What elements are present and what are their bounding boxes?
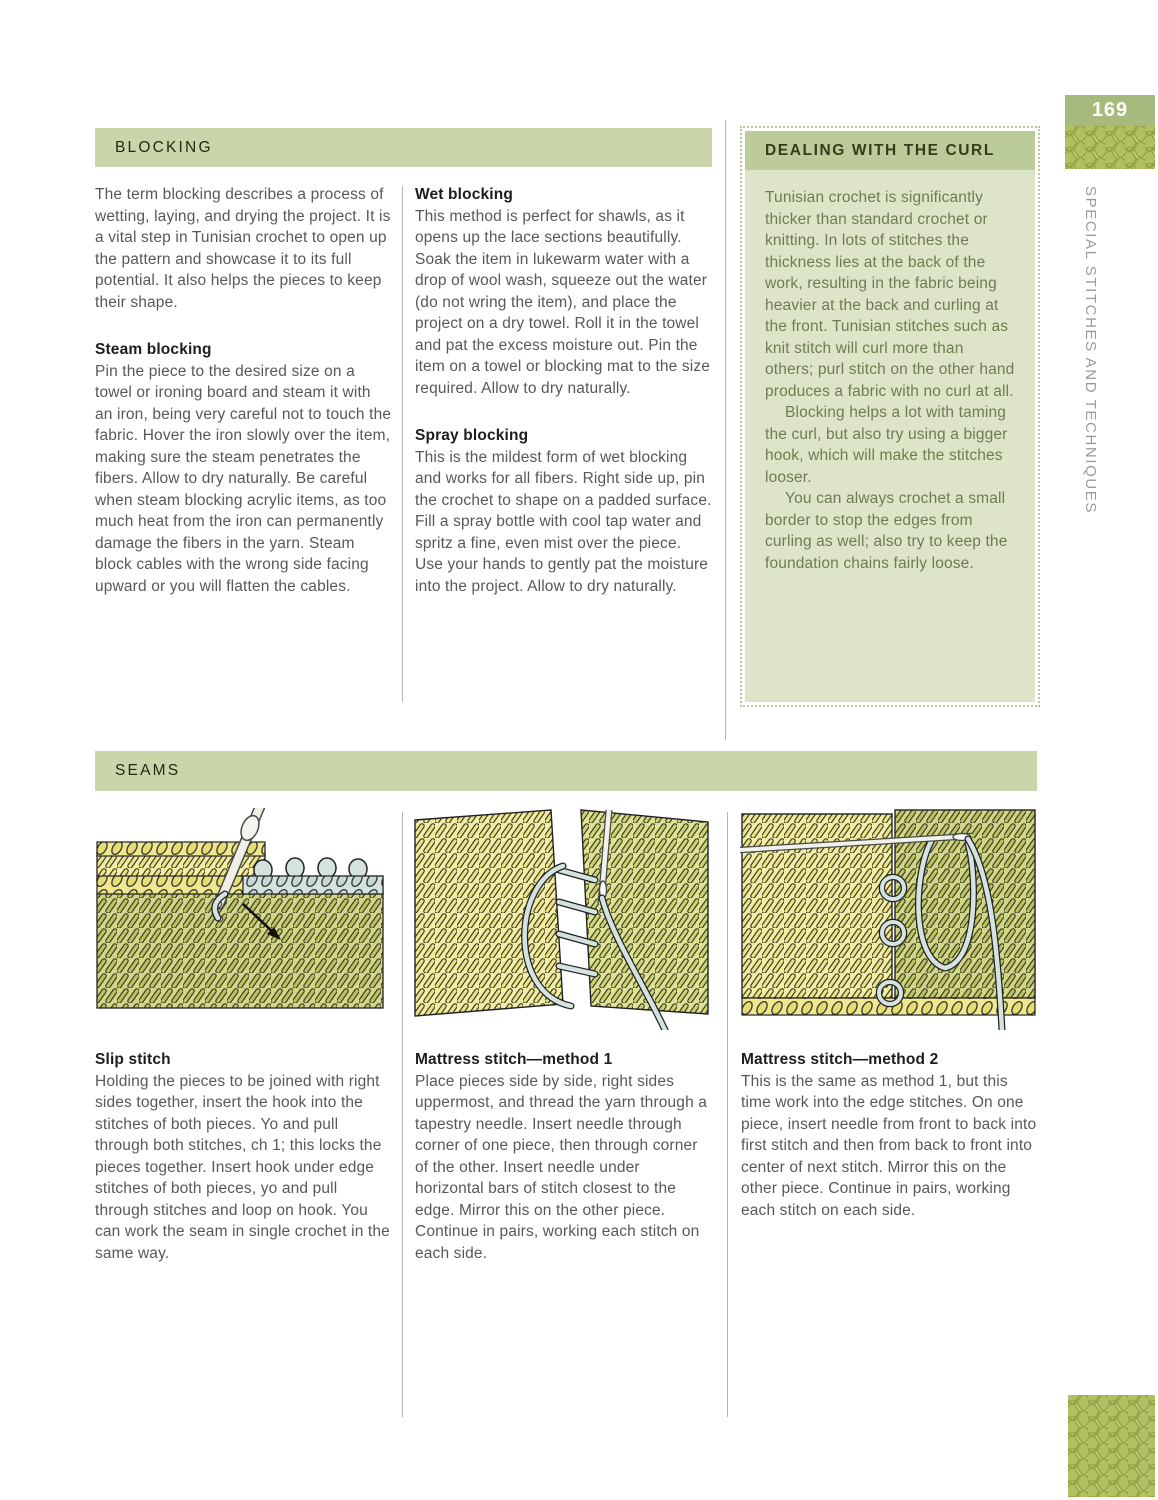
mattress-stitch-1-illustration [413,808,710,1030]
mattress-1-heading: Mattress stitch—method 1 [415,1051,613,1068]
steam-blocking-heading: Steam blocking [95,341,212,358]
slip-stitch-illustration [95,808,385,1030]
spacer [95,313,392,339]
blocking-column-2 [415,184,712,597]
blocking-intro: The term blocking describes a process of wetting, laying, and drying the project. It is a vital step in Tunisian crochet to open up the pattern and showcase it to its full potential. It also helps the pieces to keep their shape. [95,186,391,311]
steam-blocking-body: Pin the piece to the desired size on a towel or ironing board and steam it with an iron, being very careful not to touch the fabric. Hover the iron slowly over the item, making sure the steam penetrates the fibers. Allow to dry naturally. Be careful when steam blocking acrylic items, as too much heat from the iron can permanently damage the fibers in the yarn. Steam block cables with the wrong side facing upward or you will flatten the cables. [95,362,392,595]
seams-section-header: SEAMS [95,751,1037,791]
curl-paragraph-3: You can always crochet a small border to stop the edges from curling as well; also try to keep the foundation chains fairly loose. [765,490,1008,572]
spray-blocking-heading: Spray blocking [415,427,529,444]
column-divider [402,186,403,702]
mattress-2-caption [741,1049,1041,1221]
slip-stitch-heading: Slip stitch [95,1051,171,1068]
mattress-2-body: This is the same as method 1, but this time work into the edge stitches. On one piece, insert needle from front to back into first stitch and then from back to front into center of next stitch. Mirror this on the other piece. Continue in pairs, working each stitch on each side. [741,1072,1037,1219]
seams-column-divider-1 [402,812,403,1417]
curl-tip-box-inner [745,131,1035,702]
mattress-2-heading: Mattress stitch—method 2 [741,1051,939,1068]
slip-stitch-caption [95,1049,392,1264]
spacer [415,399,712,425]
curl-paragraph-1: Tunisian crochet is significantly thicker than standard crochet or knitting. In lots of stitches the thickness lies at the back of the work, resulting in the fabric being heavier at the back and curling at the front. Tunisian stitches such as knit stitch will curl more than others; purl stitch on the other hand produces a fabric with no curl at all. [765,189,1015,400]
spray-blocking-body: This is the mildest form of wet blocking and works for all fibers. Right side up, pin the crochet to shape on a padded surface. Fill a spray bottle with cool tap water and spritz a fine, even mist over the piece. Use your hands to gently pat the moisture into the project. Allow to dry naturally. [415,448,712,595]
green-fabric-piece [97,892,383,1008]
slip-stitch-body: Holding the pieces to be joined with right sides together, insert the hook into the stitches of both pieces. Yo and pull through both stitches, ch 1; this locks the pieces together. Insert hook under edge stitches of both pieces, yo and pull through stitches and loop on hook. You can work the seam in single crochet in the same way. [95,1072,390,1262]
mattress-1-body: Place pieces side by side, right sides uppermost, and thread the yarn through a tapestry needle. Insert needle through corner of one piece, then through corner of the other. Insert needle under horizontal bars of stitch closest to the edge. Mirror this on the other piece. Continue in pairs, working each stitch on each side. [415,1072,708,1262]
blocking-column-1 [95,184,392,597]
curl-tip-box [740,126,1040,707]
blocking-section-header: BLOCKING [95,128,712,167]
seams-column-divider-2 [727,812,728,1417]
wet-blocking-body: This method is perfect for shawls, as it opens up the lace sections beautifully. Soak the item in lukewarm water with a drop of wool wash, squeeze out the water (do not wring the item), and place the project on a dry towel. Roll it in the towel and pat the excess moisture out. Pin the item on a towel or blocking mat to the size required. Allow to dry naturally. [415,207,711,397]
mattress-1-caption [415,1049,712,1264]
mattress-stitch-2-illustration [740,808,1037,1030]
crochet-texture-thumbnail-bottom [1068,1395,1155,1497]
wet-blocking-heading: Wet blocking [415,186,513,203]
crochet-texture-thumbnail-top [1065,126,1155,169]
page-number: 169 [1065,95,1155,126]
curl-paragraph-2: Blocking helps a lot with taming the curl, but also try using a bigger hook, which will make the stitches looser. [765,404,1008,486]
curl-box-body [745,170,1035,574]
sidebar-chapter-title: SPECIAL STITCHES AND TECHNIQUES [1082,186,1099,514]
curl-box-header: DEALING WITH THE CURL [745,131,1035,170]
section-divider [725,120,726,740]
